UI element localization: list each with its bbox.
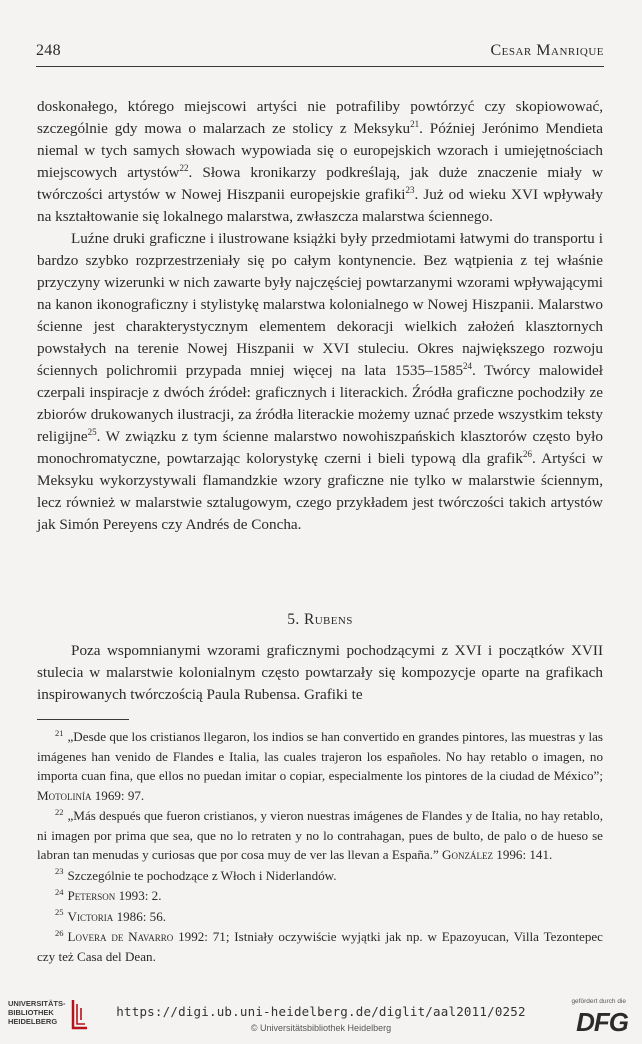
footnote-number: 26 (55, 927, 64, 938)
citation-author: Motolinía (37, 787, 92, 803)
body-text (37, 96, 603, 536)
footnote-ref[interactable]: 26 (522, 448, 532, 459)
footnote-21 (37, 727, 603, 805)
citation-author: González (442, 847, 493, 862)
footnote-number: 21 (55, 727, 64, 738)
text-run: Luźne druki graficzne i ilustrowane książki były przedmiotami łatwymi do transportu i bardzo szybko rozprzestrzeniały się po całym kontynencie. Bez wątpienia z tej właśnie przyczyny wizerunki w nich zawarte były najczęściej powtarzanymi wzorami wpływającymi na kanon ikonograficzny i stylistykę malarstwa kolonialnego w Nowej Hiszpanii. Malarstwo ścienne jest charakterystycznym elementem dekoracji wielkich założeń klasztornych powstałych na terenie Nowej Hiszpanii w XVI stuleciu. Okres największego rozwoju ściennych polichromii przypada mniej więcej na lata 1535–1585 (37, 230, 603, 379)
paragraph-2 (37, 228, 603, 536)
text-run: . Słowa kronikarzy podkreślają, jak duże znaczenie miały w twórczości artystów w Nowej Hiszpanii europejskie grafiki (37, 164, 603, 203)
citation-author: Peterson (67, 888, 116, 903)
footnote-23 (37, 866, 603, 886)
text-run: . Twórcy malowideł czerpali inspiracje z dwóch źródeł: graficznych i literackich. Źródła graficzne pochodziły ze zbiorów drukowanych ilustracji, za źródła literackie możemy uznać przede wszystkim teksty religijne (37, 362, 603, 445)
footnote-text: Szczególnie te pochodzące z Włoch i Niderlandów. (67, 867, 337, 883)
copyright-notice: © Universitätsbibliothek Heidelberg (250, 1023, 392, 1033)
page-header (36, 42, 604, 64)
citation-detail: 1986: 56. (113, 908, 167, 924)
footnote-ref[interactable]: 24 (463, 360, 473, 371)
footnote-number: 22 (55, 806, 64, 817)
citation-detail: 1996: 141. (493, 847, 553, 862)
dfg-logo: DFG (576, 1007, 628, 1037)
footnote-25 (37, 907, 603, 927)
footnote-ref[interactable]: 21 (410, 118, 420, 129)
footnote-24 (37, 886, 603, 906)
footnote-text: „Desde que los cristianos llegaron, los indios se han convertido en grandes pintores, las muestras y las imágenes han venido de Flandes e Italia, las cuales trajeron los españoles. No hay retablo o imagen, no importa cuan fina, que ellos no puedan imitar o copiar, especialmente los pintores de la ciudad de México”; (37, 729, 603, 783)
footnote-ref[interactable]: 22 (179, 162, 189, 173)
funder-note: gefördert durch die (571, 998, 626, 1005)
header-rule (36, 66, 604, 67)
footnote-26 (37, 927, 603, 966)
page-number: 248 (36, 42, 61, 59)
library-name: UNIVERSITÄTS- BIBLIOTHEK HEIDELBERG (8, 999, 66, 1026)
footnote-text: „Más después que fueron cristianos, y vieron nuestras imágenes de Flandes y de Italia, no hay retablo, ni imagen por prima que sea, que no lo retraten y no lo contrahagan, pues de bulto, de palo o de hueso se labran tan menudas y curiosas que por cosa muy de ver las llevan a España.” (37, 808, 603, 862)
footnote-rule (37, 719, 129, 720)
section-heading: 5. Rubens (287, 611, 353, 628)
text-run: . Już od wieku XVI wpływały na kształtowanie się lokalnego malarstwa, zwłaszcza malarstwa ściennego. (37, 186, 603, 225)
footnote-22 (37, 806, 603, 865)
footnote-number: 24 (55, 886, 64, 897)
footnote-number: 25 (55, 907, 64, 918)
text-run: doskonałego, którego miejscowi artyści nie potrafiliby powtórzyć czy skopiowować, szczególnie gdy mowa o malarzach ze stolicy z Meksyku (37, 98, 603, 137)
text-run: . W związku z tym ścienne malarstwo nowohiszpańskich klasztorów często było monochromatyczne, powtarzając kolorystykę czerni i bieli typową dla grafik (37, 428, 603, 467)
running-head: Cesar Manrique (490, 42, 604, 59)
citation-detail: 1969: 97. (91, 787, 145, 803)
text-run: . Artyści w Meksyku wykorzystywali flamandzkie wzory graficzne nie tylko w malarstwie ściennym, lecz również w malarstwie sztalugowym, czego przykładem jest twórczości takich artystów jak Simón Pereyens czy Andrés de Concha. (37, 450, 603, 533)
paragraph-3: Poza wspomnianymi wzorami graficznymi pochodzącymi z XVI i początków XVII stulecia w malarstwie kolonialnym często powtarzały się kompozycje oparte na grafikach inspirowanych twórczością Paula Rubensa. Grafiki te (37, 642, 603, 703)
body-text-continued (37, 640, 603, 706)
footnote-ref[interactable]: 23 (405, 184, 415, 195)
citation-detail: 1993: 2. (115, 888, 162, 903)
citation-author: Lovera de Navarro (67, 929, 174, 944)
permalink-url[interactable]: https://digi.ub.uni-heidelberg.de/diglit/aal2011/0252 (116, 1004, 526, 1019)
footnote-ref[interactable]: 25 (87, 426, 97, 437)
text-run: . Później Jerónimo Mendieta niemal w tych samych słowach wypowiada się o europejskich wzorach i umiejętnościach miejscowych artystów (37, 120, 603, 181)
footnotes (37, 727, 603, 967)
footnote-number: 23 (55, 866, 64, 877)
citation-author: Victoria (67, 908, 114, 924)
page-footer (0, 996, 642, 1044)
citation-detail: 1992: 71; Istniały oczywiście wyjątki jak np. w Epazoyucan, Villa Tezontepec czy też Casa del Dean. (37, 929, 603, 964)
paragraph-1 (37, 96, 603, 228)
